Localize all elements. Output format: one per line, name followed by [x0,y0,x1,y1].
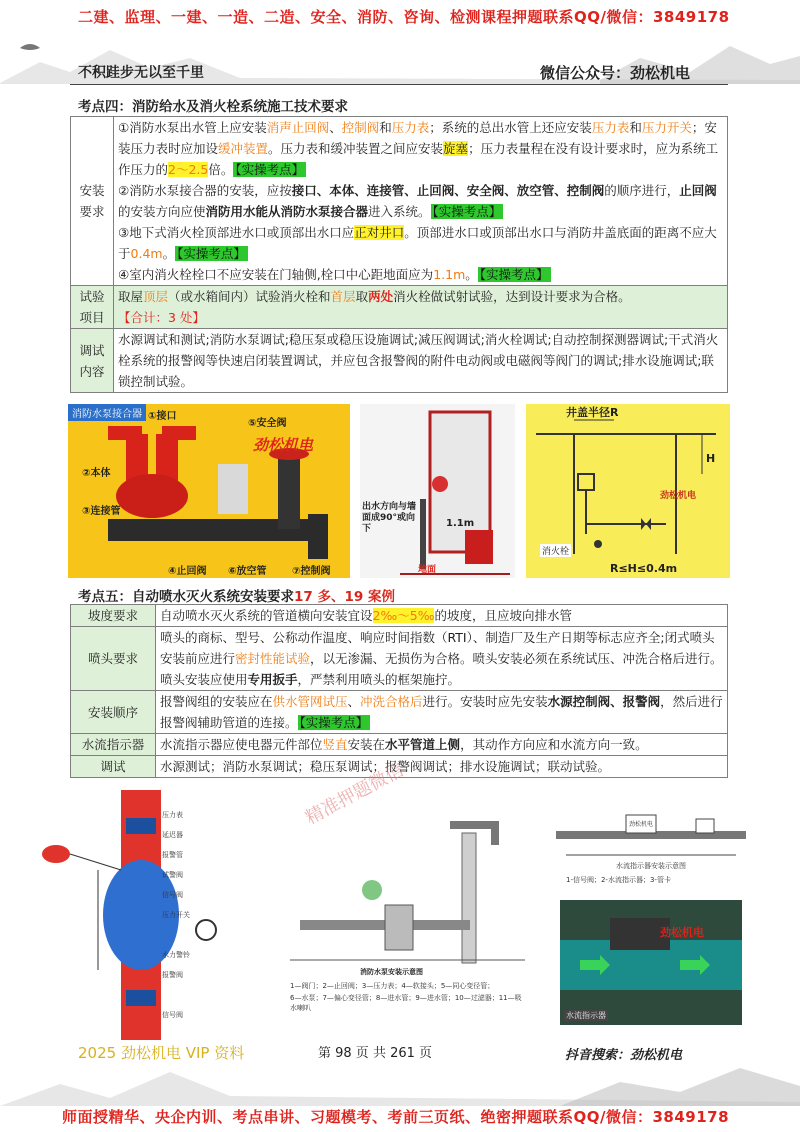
slope-label-cell [71,605,156,627]
section5-title: 考点五：自动喷水灭火系统安装要求17 多、19 案例 [78,589,395,605]
figure5-legend-1: 1—阀门；2—止回阀；3—压力表；4—软接头；5—同心变径管； [290,982,495,990]
figure6-legend: 1-信号阀；2-水流指示器；3-管卡 [566,876,671,884]
figure-fire-pump [290,815,525,1020]
label-interface: ①接口 [148,411,177,422]
table-row [71,329,728,393]
exam-tag: 【实操考点】 [299,715,369,730]
section5-table [70,604,728,778]
figure6-photo-watermark: 劲松机电 [660,926,704,939]
exam-tag: 【实操考点】 [177,246,246,261]
order-label: 安装顺序 [87,704,138,720]
section4-title: 考点四：消防给水及消火栓系统施工技术要求 [78,99,348,115]
section5-title-red: 17 多、19 案例 [294,589,395,605]
sprinkler-content: 喷头的商标、型号、公称动作温度、响应时间指数（RTI）、制造厂及生产日期等标志应齐全;闭式喷头安装前应进行密封性能试验，以无渗漏、无损伤为合格。喷头安装必须在系统试压、冲洗合格后进行。喷头安装应使用专用扳手，严禁利用喷头的框架施拧。 [156,627,728,691]
table-row [71,691,728,734]
debug5-content: 水源测试；消防水泵调试；稳压泵调试；报警阀调试；排水设施调试；联动试验。 [156,756,728,778]
footer-landscape-decoration [0,1062,800,1106]
figure6-bottom-label: 水流指示器 [566,1011,606,1020]
figure-indoor-hydrant [360,404,515,578]
figure2-floor: 地面 [418,565,437,575]
header-motto: 不积跬步无以至千里 [78,65,204,81]
test-content-cell [114,286,728,329]
install-item-1: ①消防水泵出水管上应安装消声止回阀、控制阀和压力表；系统的总出水管上还应安装压力表和压力开关；安装压力表时应加设缓冲装置。压力表和缓冲装置之间应安装旋塞；压力表量程在没有设计要求时，应为系统工作压力的2～2.5倍。 【实操考点】 [118,120,719,177]
figure2-note: 出水方向与墙面成90°或向下 [362,502,417,534]
order-content: 报警阀组的安装应在供水管网试压、冲洗合格后进行。安装时应先安装水源控制阀、报警阀，然后进行报警阀辅助管道的连接。 【实操考点】 [156,691,728,734]
exam-tag: 【实操考点】 [235,162,305,177]
pump-connector-drawing [68,404,350,578]
table-row [71,605,728,627]
footer-right: 抖音搜索：劲松机电 [565,1048,683,1063]
alarm-valve-drawing [36,790,246,1040]
label-drain-pipe: ⑥放空管 [228,566,267,577]
fig4-label-1: 压力表 [162,811,183,819]
debug-content-cell [114,329,728,393]
footer-left: 2025 劲松机电 VIP 资料 [78,1044,245,1062]
indoor-hydrant-drawing [360,404,515,578]
fig4-label-7: 水力警铃 [162,951,190,959]
figure3-radius: 井盖半径R [566,406,619,419]
label-control-valve: ⑦控制阀 [292,566,331,577]
figure1-title: 消防水泵接合器 [68,404,146,421]
fig4-label-2: 延迟器 [162,831,183,839]
label-check-valve: ④止回阀 [168,566,207,577]
test-label: 试验项目 [79,289,105,325]
exam-tag: 【实操考点】 [432,204,502,219]
header-wechat: 微信公众号：劲松机电 [540,64,691,82]
fig4-label-9: 信号阀 [162,1011,183,1019]
debug-label: 调试内容 [79,342,105,379]
table-row [71,627,728,691]
sprinkler-label-cell [71,627,156,691]
install-item-3: ③地下式消火栓顶部进水口或顶部出水口应正对井口。顶部进水口或顶部出水口与消防井盖底面的距离不应大于0.4m。 【实操考点】 [118,225,717,261]
fig4-label-3: 报警管 [162,851,183,859]
figure3-name: 消火栓 [540,544,571,557]
debug-text: 水源调试和测试;消防水泵调试;稳压泵或稳压设施调试;减压阀调试;消火栓调试;自动控制探测器调试;干式消火栓系统的报警阀等快速启闭装置调试，并应包含报警阀的附件电动阀或电磁阀等阀门的调试;排水设施调试;联锁控制试验。 [118,332,719,389]
flow-indicator-photo [560,900,742,1025]
test-text: 取屋顶层（或水箱间内）试验消火栓和首层取两处消火栓做试射试验，达到设计要求为合格。 [118,289,631,304]
debug5-label-cell [71,756,156,778]
fig4-label-8: 报警阀 [162,971,183,979]
figure-alarm-valve [36,790,246,1040]
header-divider [70,84,728,85]
figure-pump-connector [68,404,350,578]
bottom-banner: 师面授精华、央企内训、考点串讲、习题模考、考前三页纸、绝密押题联系QQ/微信：3849178 [62,1108,730,1126]
figure2-height: 1.1m [446,518,475,529]
figure5-legend-2: 6—水泵；7—偏心变径管；8—进水管；9—进水管；10—过滤器；11—吸水喇叭 [290,994,522,1012]
figure6-watermark: 劲松机电 [629,821,654,828]
test-label-cell [71,286,114,329]
install-content-cell [114,117,728,286]
fig4-label-6: 压力开关 [162,911,190,919]
flow-content: 水流指示器应使电器元件部位竖直安装在水平管道上侧，其动作方向应和水流方向一致。 [156,734,728,756]
figure3-watermark: 劲松机电 [660,491,697,501]
figure1-watermark: 劲松机电 [253,436,314,454]
install-label: 安装要求 [79,183,105,219]
label-safety-valve: ⑤安全阀 [248,418,287,429]
install-label-cell [71,117,114,286]
install-item-4: ④室内消火栓栓口不应安装在门轴侧,栓口中心距地面应为1.1m。 【实操考点】 [118,267,549,282]
figure5-caption: 消防水泵安装示意图 [360,968,423,976]
figure3-formula: R≤H≤0.4m [610,562,678,575]
sprinkler-label: 喷头要求 [87,651,138,666]
diagonal-watermark: 精准押题微信 [302,759,408,829]
flow-label-cell [71,734,156,756]
table-row [71,734,728,756]
debug5-label: 调试 [100,759,126,774]
install-item-2: ②消防水泵接合器的安装，应按接口、本体、连接管、止回阀、安全阀、放空管、控制阀的顺序进行，止回阀的安装方向应使消防用水能从消防水泵接合器进入系统。 【实操考点】 [118,183,717,219]
exam-tag: 【实操考点】 [479,267,549,282]
fig4-label-4: 试警阀 [162,871,183,879]
page-number: 第 98 页 共 261 页 [318,1046,433,1061]
test-total: 【合计：3 处】 [118,310,205,325]
table-row [71,117,728,286]
slope-content: 自动喷水灭火系统的管道横向安装宜设2‰～5‰的坡度，且应坡向排水管 [156,605,728,627]
label-body: ②本体 [82,468,111,479]
order-label-cell [71,691,156,734]
flow-label: 水流指示器 [81,737,145,752]
table-row [71,286,728,329]
section4-table [70,116,728,393]
figure6-caption: 水流指示器安装示意图 [616,862,686,870]
fig4-label-5: 信号阀 [162,891,183,899]
label-connecting-pipe: ③连接管 [82,506,121,517]
figure-flow-indicator-photo [560,900,742,1025]
top-banner: 二建、监理、一建、一造、二造、安全、消防、咨询、检测课程押题联系QQ/微信：3849178 [78,8,730,26]
figure-underground-hydrant [526,404,730,578]
figure3-h: H [706,452,716,465]
debug-label-cell [71,329,114,393]
figure-flow-indicator-diagram [556,805,746,893]
slope-label: 坡度要求 [87,608,138,623]
